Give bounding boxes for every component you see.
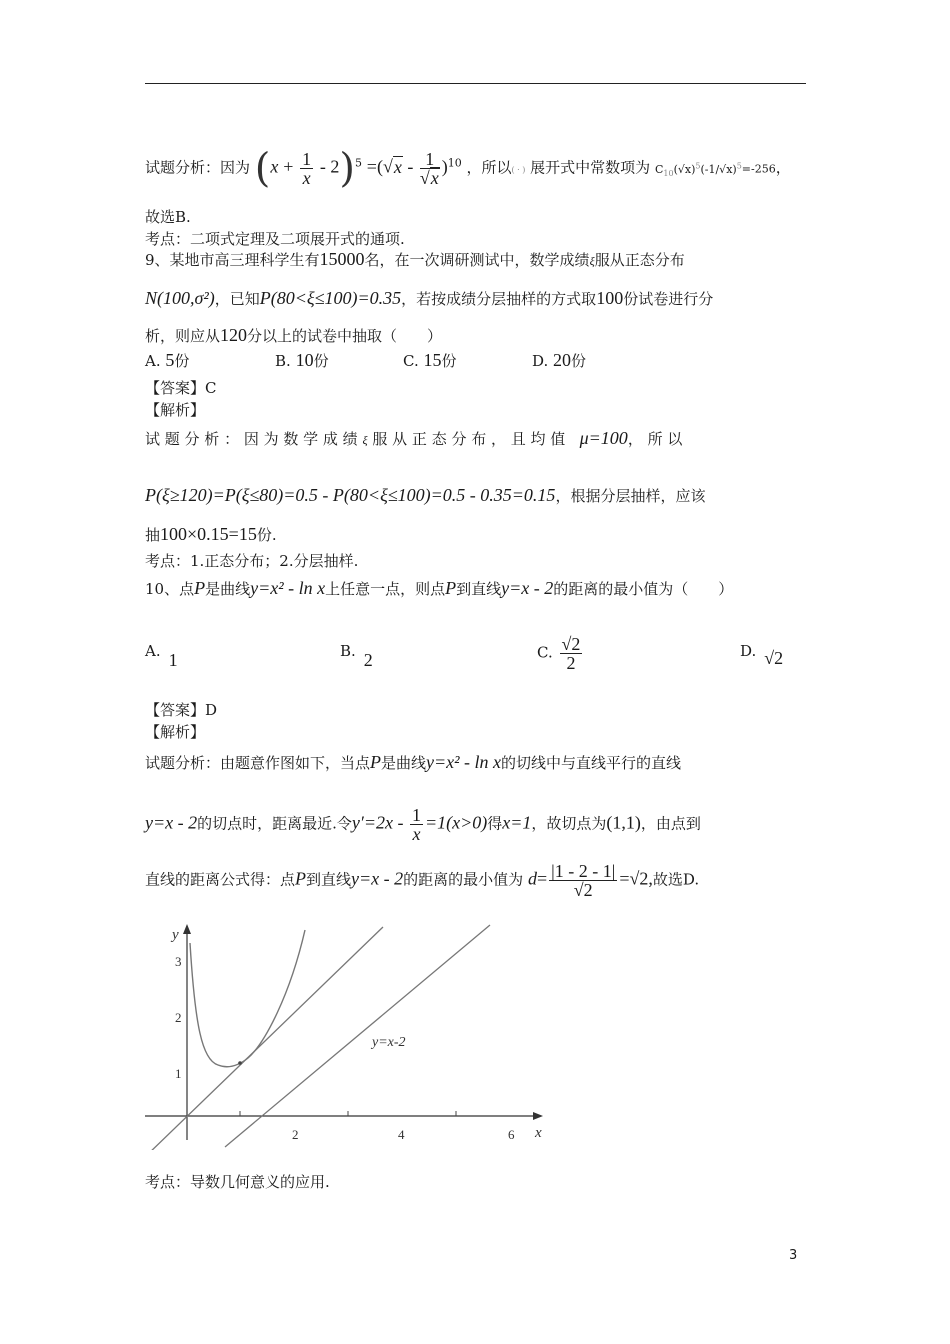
q10-kaodian: 考点：导数几何意义的应用.	[145, 1173, 330, 1191]
y-tick-1: 1	[175, 1066, 182, 1081]
y-tick-3: 3	[175, 954, 182, 969]
q10-option-b: B. 2	[340, 642, 373, 670]
q9-analysis-line2: P(ξ≥120)=P(ξ≤80)=0.5 - P(80<ξ≤100)=0.5 - 0.35=0.15，根据分层抽样，应该	[145, 485, 706, 505]
q9-stem-line3: 析，则应从120分以上的试卷中抽取（ ）	[145, 325, 443, 345]
q9-option-c: C. 15份	[403, 350, 457, 370]
page-number: 3	[789, 1248, 798, 1263]
y-axis-arrow	[183, 924, 191, 934]
q9-option-a: A. 5份	[145, 350, 190, 370]
curve-y-eq-x2-minus-lnx	[190, 930, 305, 1067]
q9-analysis-line3: 抽100×0.15=15份.	[145, 524, 277, 544]
x-tick-6: 6	[508, 1127, 515, 1142]
q9-stem-line2: N(100,σ²)，已知P(80<ξ≤100)=0.35，若按成绩分层抽样的方式取100份试卷进行分	[145, 288, 714, 308]
q10-answer: 【答案】D	[145, 701, 218, 719]
q10-option-d: D. √2	[740, 642, 784, 668]
q9-kaodian: 考点：1.正态分布；2.分层抽样.	[145, 552, 359, 570]
q10-analysis-line2: y=x - 2的切点时，距离最近.令y′=2x - $\frac{1}{x}$ =1(x>0)得x=1，故切点为(1,1)，由点到	[145, 805, 701, 844]
q10-option-a: A. 1	[145, 642, 178, 670]
q10-jiexi: 【解析】	[145, 723, 206, 741]
q10-stem: 10、点P是曲线y=x² - ln x上任意一点，则点P到直线y=x - 2的距离的最小值为（ ）	[145, 578, 734, 598]
q8-kaodian: 考点：二项式定理及二项展开式的通项.	[145, 230, 405, 248]
x-tick-2: 2	[292, 1127, 299, 1142]
tangent-point	[238, 1061, 242, 1065]
y-tick-2: 2	[175, 1010, 182, 1025]
q9-stem-line1: 9、某地市高三理科学生有15000名，在一次调研测试中，数学成绩ξ服从正态分布	[145, 249, 685, 269]
x-tick-4: 4	[398, 1127, 405, 1142]
q8-analysis-line: 试题分析：因为 (x + $\frac{1}{x}$ - 2)$^5$ =(√x - $\frac{1}{√x}$ )$^{10}$ ，所以( · ) 展开式中常数项为 $C_{10}(√x)^5(-1/√x)^5=-256$，	[145, 145, 791, 192]
y-axis-label: y	[172, 927, 179, 943]
q9-answer: 【答案】C	[145, 379, 217, 397]
q9-option-d: D. 20份	[532, 350, 587, 370]
header-rule	[145, 83, 806, 84]
x-axis-label: x	[535, 1125, 542, 1141]
function-graph	[140, 915, 560, 1150]
q9-jiexi: 【解析】	[145, 401, 206, 419]
line-label: y=x-2	[372, 1035, 406, 1050]
x-axis-arrow	[533, 1112, 543, 1120]
q9-analysis-line1: 试 题 分 析 ： 因 为 数 学 成 绩 ξ 服 从 正 态 分 布 ， 且 均 值 μ=100， 所 以	[145, 428, 683, 448]
q10-option-c: C. $\frac{√2}{2}$	[537, 634, 581, 673]
q10-analysis-line1: 试题分析：由题意作图如下，当点P是曲线y=x² - ln x的切线中与直线平行的直线	[145, 752, 682, 772]
q10-analysis-line3: 直线的距离公式得：点P到直线y=x - 2的距离的最小值为 d= $\frac{|1 - 2 - 1|}{√2}$ =√2,故选D.	[145, 861, 700, 900]
q9-option-b: B. 10份	[275, 350, 329, 370]
q8-conclusion: 故选B.	[145, 208, 191, 226]
